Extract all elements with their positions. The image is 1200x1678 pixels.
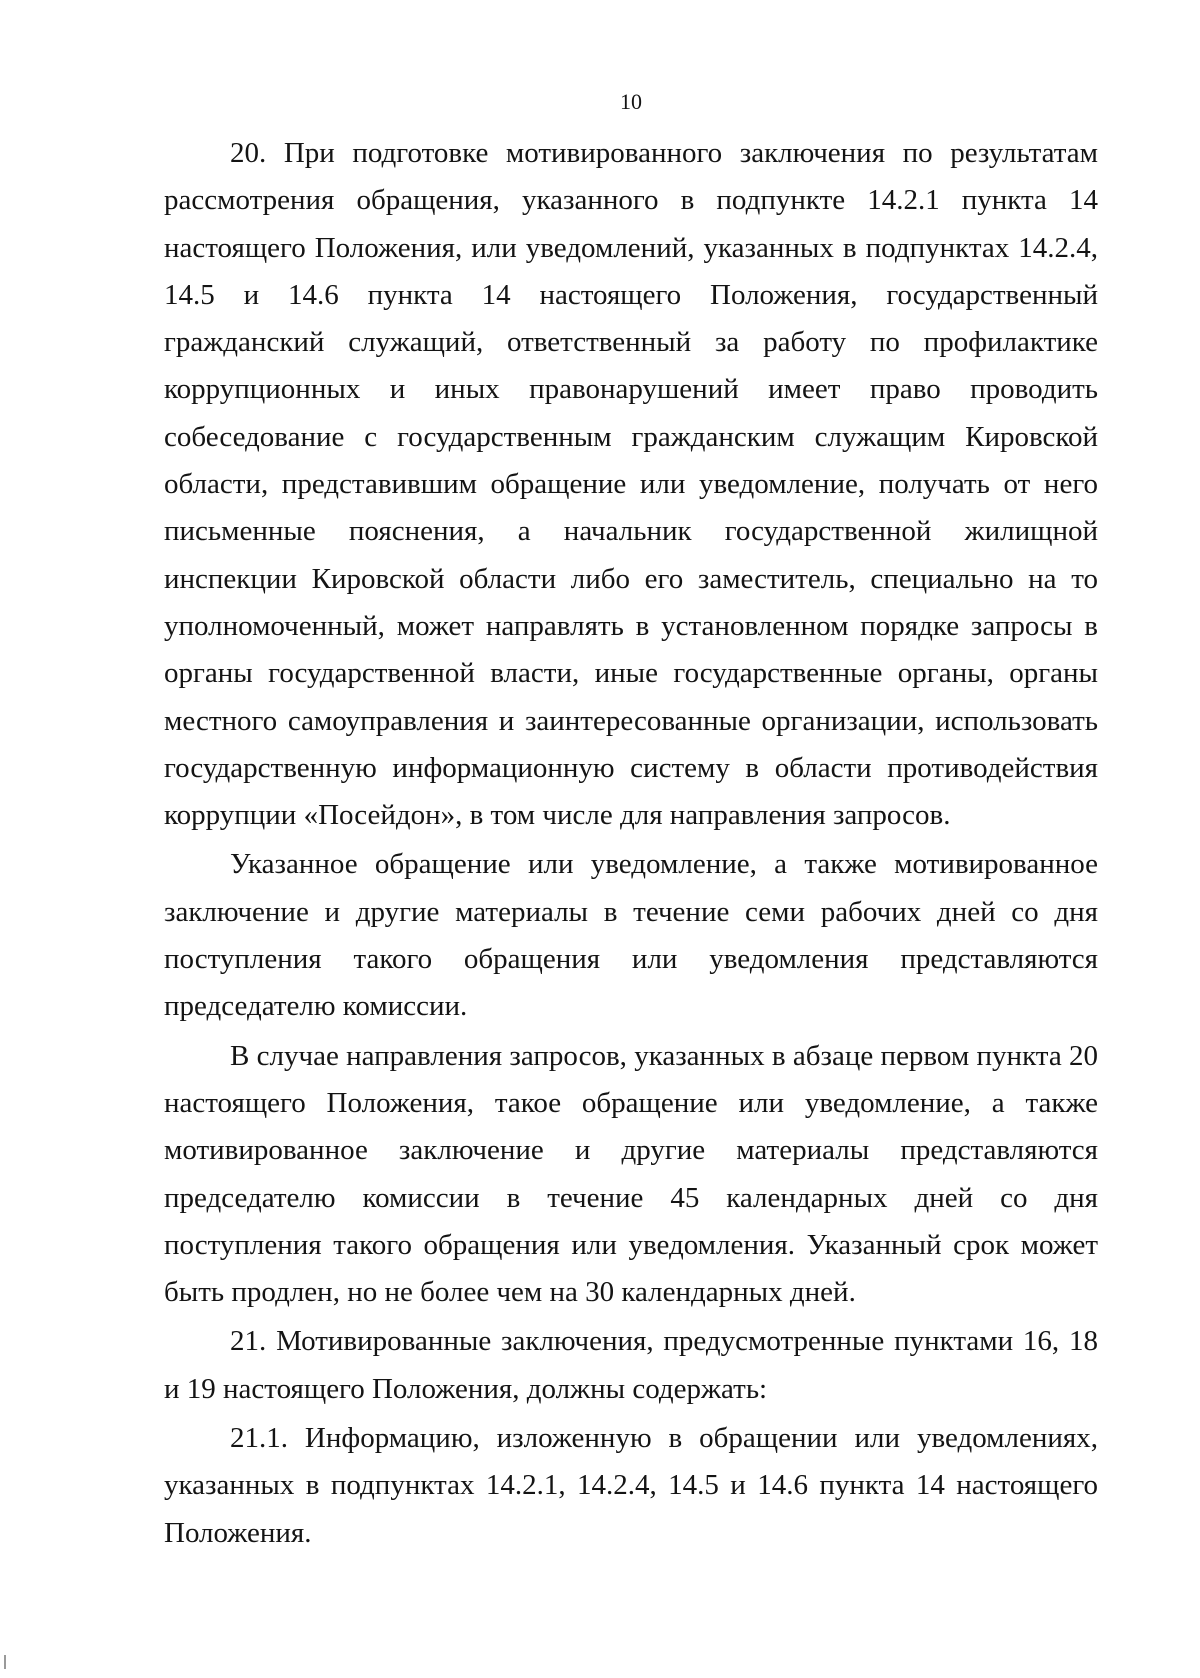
paragraph-20-requests-deadline: В случае направления запросов, указанных в абзаце первом пункта 20 настоящего Положения, такое обращение или уведомление, а также мотивированное заключение и другие материалы представляются председателю комиссии в течение 45 календарных дней со дня поступления такого обращения или уведомления. Указанный срок может быть продлен, но не более чем на 30 календарных дней. bbox=[164, 1039, 1098, 1309]
page-number: 10 bbox=[620, 89, 642, 114]
scan-edge-mark bbox=[4, 1655, 6, 1669]
paragraph-21-1: 21.1. Информацию, изложенную в обращении или уведомлениях, указанных в подпунктах 14.2.1, 14.2.4, 14.5 и 14.6 пункта 14 настоящего Положения. bbox=[164, 1422, 1098, 1549]
paragraph-21: 21. Мотивированные заключения, предусмотренные пунктами 16, 18 и 19 настоящего Положения, должны содержать: bbox=[164, 1325, 1098, 1405]
document-body bbox=[164, 130, 1098, 1557]
paragraph-20: 20. При подготовке мотивированного заключения по результатам рассмотрения обращения, указанного в подпункте 14.2.1 пункта 14 настоящего Положения, или уведомлений, указанных в подпунктах 14.2.4, 14.5 и 14.6 пункта 14 настоящего Положения, государственный гражданский служащий, ответственный за работу по профилактике коррупционных и иных правонарушений имеет право проводить собеседование с государственным гражданским служащим Кировской области, представившим обращение или уведомление, получать от него письменные пояснения, а начальник государственной жилищной инспекции Кировской области либо его заместитель, специально на то уполномоченный, может направлять в установленном порядке запросы в органы государственной власти, иные государственные органы, органы местного самоуправления и заинтересованные организации, использовать государственную информационную систему в области противодействия коррупции «Посейдон», в том числе для направления запросов. bbox=[164, 137, 1098, 832]
paragraph-20-appeal-deadline: Указанное обращение или уведомление, а также мотивированное заключение и другие материалы в течение семи рабочих дней со дня поступления такого обращения или уведомления представляются председателю комиссии. bbox=[164, 848, 1098, 1023]
